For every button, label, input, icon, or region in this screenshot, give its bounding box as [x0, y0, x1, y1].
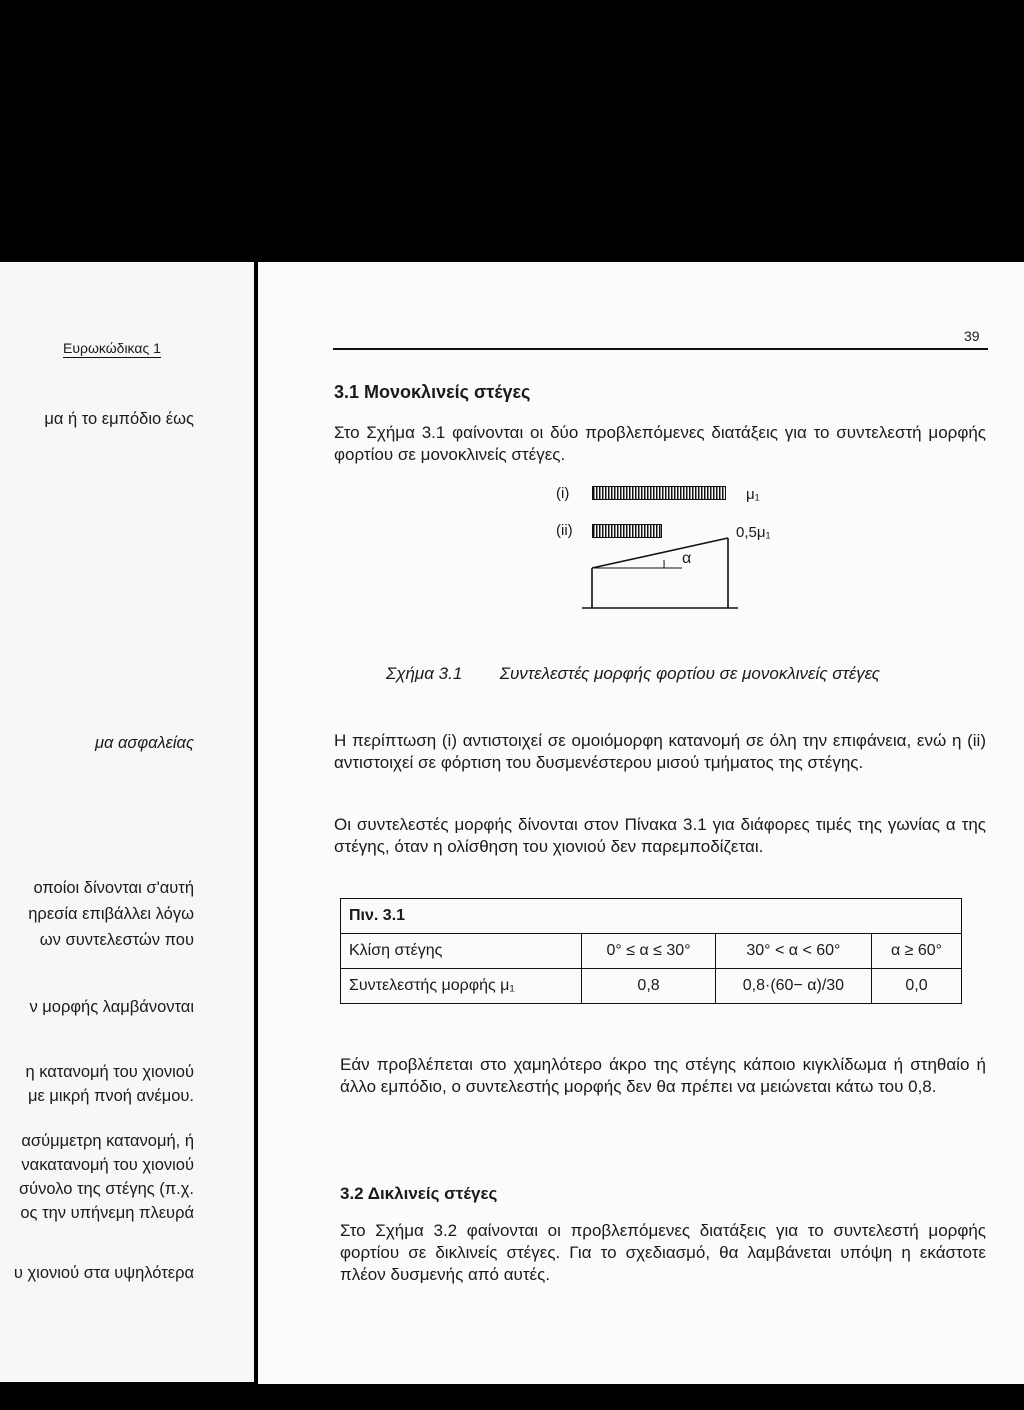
table-cell: 0° ≤ α ≤ 30° — [582, 934, 715, 969]
caption-text: Συντελεστές μορφής φορτίου σε μονοκλινείς στέγες — [499, 664, 881, 683]
left-fragment: η κατανομή του χιονιού — [25, 1063, 194, 1081]
table-cell: α ≥ 60° — [872, 934, 962, 969]
paragraph: Η περίπτωση (i) αντιστοιχεί σε ομοιόμορφη κατανομή σε όλη την επιφάνεια, ενώ η (ii) αντιστοιχεί σε φόρτιση του δυσμενέστερου μισού τμήματος της στέγης. — [334, 731, 986, 772]
left-fragment: ν μορφής λαμβάνονται — [29, 998, 194, 1016]
right-page — [258, 262, 1024, 1384]
section-heading: 3.1 Μονοκλινείς στέγες — [334, 382, 531, 402]
table-title: Πιν. 3.1 — [341, 899, 962, 934]
left-fragment: νακατανομή του χιονιού — [21, 1156, 194, 1174]
left-fragment: ων συντελεστών που — [39, 931, 194, 949]
table-cell: Κλίση στέγης — [341, 934, 582, 969]
left-fragment: μα ασφαλείας — [94, 734, 194, 752]
running-head: Ευρωκώδικας 1 — [63, 340, 161, 356]
case-i-label: (i) — [556, 485, 570, 502]
left-fragment: μα ή το εμπόδιο έως — [44, 410, 194, 428]
table-cell: 0,8 — [582, 969, 715, 1004]
section-heading-2: 3.2 Δικλινείς στέγες — [340, 1184, 498, 1203]
left-fragment: με μικρή πνοή ανέμου. — [27, 1087, 194, 1105]
paragraph: Οι συντελεστές μορφής δίνονται στον Πίνακα 3.1 για διάφορες τιμές της γωνίας α της στέγης, όταν η ολίσθηση του χιονιού δεν παρεμποδίζεται. — [334, 815, 986, 856]
left-page — [0, 262, 254, 1382]
table-title-row — [341, 899, 962, 934]
mu1-label: μ₁ — [746, 486, 760, 503]
uniform-load-bar — [592, 486, 726, 500]
monopitch-roof-diagram — [578, 536, 748, 612]
case-ii-label: (ii) — [556, 522, 573, 539]
left-fragment: ηρεσία επιβάλλει λόγω — [28, 905, 194, 923]
left-fragment: υ χιονιού στα υψηλότερα — [13, 1264, 194, 1282]
paragraph: Εάν προβλέπεται στο χαμηλότερο άκρο της στέγης κάποιο κιγκλίδωμα ή στηθαίο ή άλλο εμπόδιο, ο συντελεστής μορφής δεν θα πρέπει να μειώνεται κάτω του 0,8. — [340, 1055, 986, 1096]
figure-caption — [386, 664, 880, 684]
table-cell: Συντελεστής μορφής μ₁ — [341, 969, 582, 1004]
table-cell: 0,0 — [872, 969, 962, 1004]
angle-label: α — [682, 550, 692, 567]
half-mu1-label: 0,5μ₁ — [736, 524, 771, 541]
left-fragment: ος την υπήνεμη πλευρά — [20, 1204, 194, 1222]
caption-number: Σχήμα 3.1 — [386, 664, 463, 683]
intro-paragraph: Στο Σχήμα 3.1 φαίνονται οι δύο προβλεπόμενες διατάξεις για το συντελεστή μορφής φορτίου σε μονοκλινείς στέγες. — [334, 423, 986, 464]
header-rule — [333, 348, 988, 350]
page-number: 39 — [964, 328, 980, 344]
left-fragment: σύνολο της στέγης (π.χ. — [18, 1180, 194, 1198]
table-cell: 0,8·(60− α)/30 — [715, 969, 871, 1004]
left-fragment: ασύμμετρη κατανομή, ή — [21, 1132, 194, 1150]
table-cell: 30° < α < 60° — [715, 934, 871, 969]
table-3-1 — [340, 898, 962, 1004]
left-fragment: οποίοι δίνονται σ'αυτή — [33, 879, 194, 897]
paragraph: Στο Σχήμα 3.2 φαίνονται οι προβλεπόμενες διατάξεις για το συντελεστή μορφής φορτίου σε δικλινείς στέγες. Για το σχεδιασμό, θα λαμβάνεται υπόψη η εκάστοτε πλέον δυσμενής από αυτές. — [340, 1221, 986, 1284]
table-row — [341, 969, 962, 1004]
table-row — [341, 934, 962, 969]
